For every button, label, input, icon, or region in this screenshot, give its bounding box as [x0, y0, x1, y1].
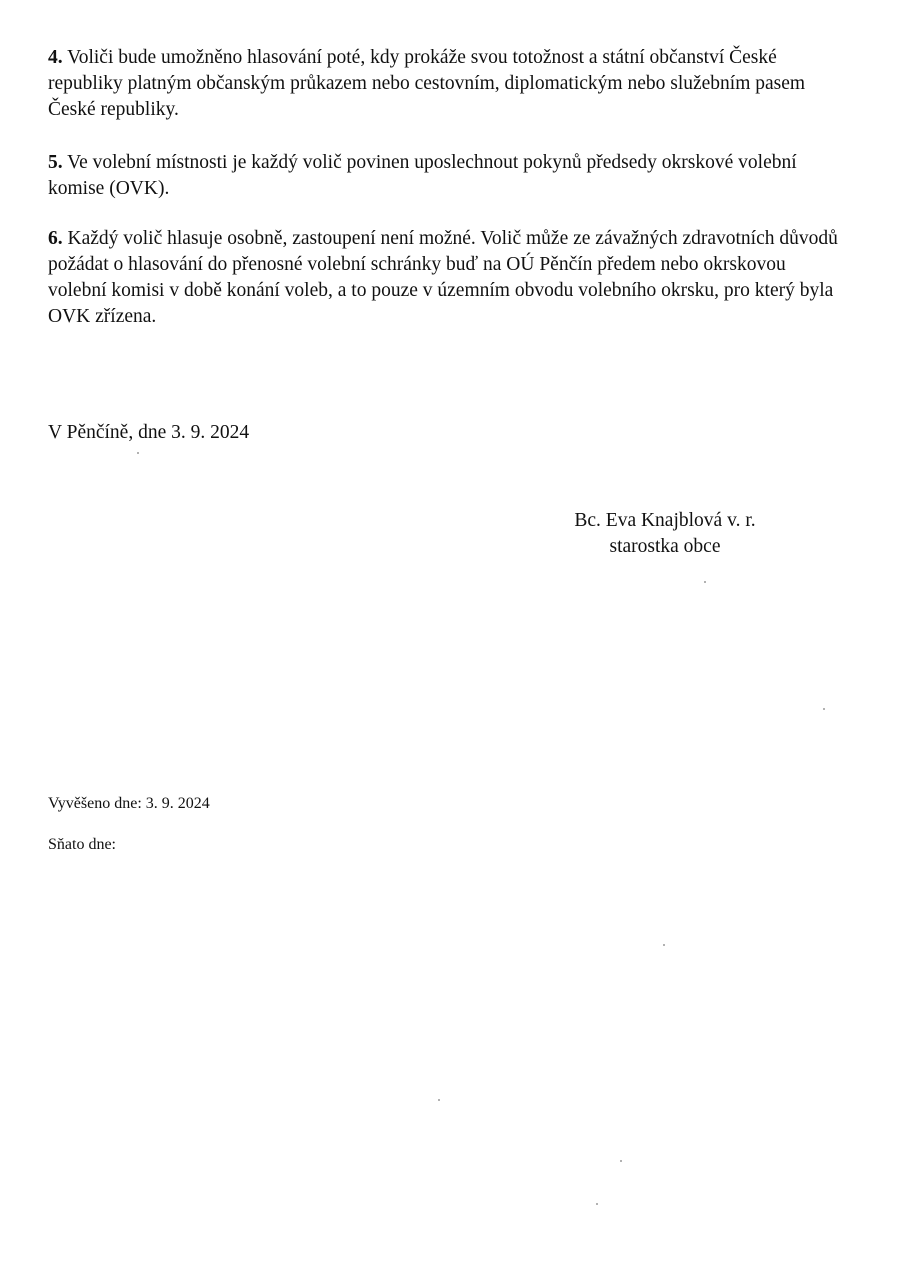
scan-speck [663, 944, 665, 946]
scan-speck [137, 452, 139, 454]
scan-speck [438, 1099, 440, 1101]
paragraph-number: 5. [48, 152, 63, 173]
paragraph-6 [48, 226, 848, 330]
paragraph-5 [48, 150, 848, 202]
paragraph-text: Voliči bude umožněno hlasování poté, kdy prokáže svou totožnost a státní občanství České republiky platným občanským průkazem nebo cestovním, diplomatickým nebo služebním pasem České republiky. [48, 47, 806, 120]
posted-date: Vyvěšeno dne: 3. 9. 2024 [48, 795, 210, 812]
scan-speck [704, 581, 706, 583]
scan-speck [596, 1203, 598, 1205]
signatory-title: starostka obce [609, 536, 721, 557]
scan-speck [823, 708, 825, 710]
signature-block [540, 508, 790, 560]
removed-date: Sňato dne: [48, 836, 116, 853]
scan-speck [620, 1160, 622, 1162]
paragraph-text: Ve volební místnosti je každý volič povinen uposlechnout pokynů předsedy okrskové volební komise (OVK). [48, 152, 797, 199]
paragraph-4 [48, 45, 848, 123]
paragraph-text: Každý volič hlasuje osobně, zastoupení není možné. Volič může ze závažných zdravotních důvodů požádat o hlasování do přenosné volební schránky buď na OÚ Pěnčín předem nebo okrskovou volební komisi v době konání voleb, a to pouze v územním obvodu volebního okrsku, pro který byla OVK zřízena. [48, 228, 838, 327]
signatory-name: Bc. Eva Knajblová v. r. [574, 510, 756, 531]
paragraph-number: 6. [48, 228, 63, 249]
place-and-date: V Pěnčíně, dne 3. 9. 2024 [48, 422, 250, 443]
paragraph-number: 4. [48, 47, 63, 68]
